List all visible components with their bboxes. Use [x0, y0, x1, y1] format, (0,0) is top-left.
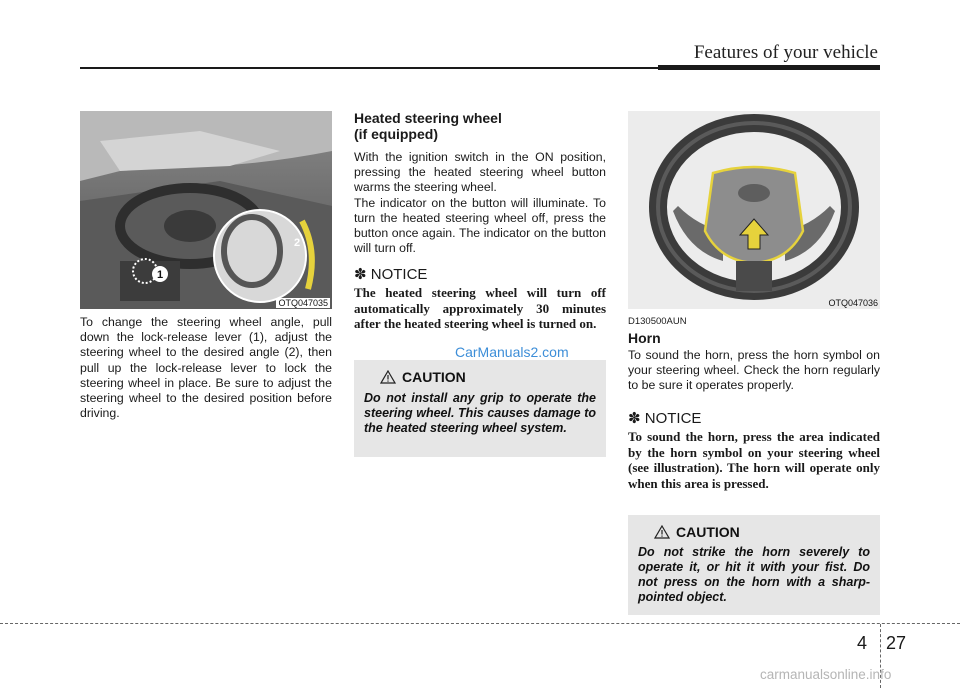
wheel-emblem	[738, 184, 770, 202]
figure-code: OTQ047036	[828, 298, 878, 308]
footer-dashed-rule	[0, 623, 960, 624]
section-code: D130500AUN	[628, 316, 687, 327]
heated-caution-box	[354, 360, 606, 457]
heated-wheel-title	[354, 110, 606, 142]
car-interior-drawing	[80, 111, 332, 309]
page-header-title: Features of your vehicle	[693, 42, 878, 63]
horn-notice-title: ✽ NOTICE	[628, 410, 702, 427]
heated-notice-text: The heated steering wheel will turn off automatically approximately 30 minutes after the heated steering wheel is turned on.	[354, 285, 606, 331]
heated-wheel-paragraph-2: The indicator on the button will illuminate. To turn the heated steering wheel off, press the button once again. The indicator on the button will turn off.	[354, 195, 606, 256]
watermark: CarManuals2.com	[455, 344, 569, 360]
warning-triangle-icon	[380, 370, 396, 384]
heated-wheel-title-line1: Heated steering wheel	[354, 110, 502, 126]
chapter-number: 4	[857, 633, 868, 653]
figure-code: OTQ047035	[278, 298, 328, 308]
heated-wheel-paragraph-1: With the ignition switch in the ON position, pressing the heated steering wheel button warms the steering wheel.	[354, 150, 606, 195]
horn-caution-box	[628, 515, 880, 615]
caution-text: Do not strike the horn severely to operate it, or hit it with your fist. Do not press on the horn with a sharp-pointed object.	[638, 545, 870, 604]
footer-site-watermark: carmanualsonline.info	[760, 667, 892, 682]
callout-1: 1	[156, 269, 164, 281]
steering-tilt-illustration	[80, 111, 332, 309]
heated-wheel-text	[354, 150, 606, 256]
warning-triangle-icon	[654, 525, 670, 539]
heated-wheel-title-line2: (if equipped)	[354, 126, 438, 142]
header-rule-accent	[658, 65, 880, 70]
heated-notice-title: ✽ NOTICE	[354, 266, 428, 283]
caution-header	[380, 369, 466, 385]
caution-label: CAUTION	[676, 524, 740, 540]
inset-detail	[214, 210, 306, 302]
horn-text: To sound the horn, press the horn symbol on your steering wheel. Check the horn regularly to be sure it operates properly.	[628, 348, 880, 393]
steering-wheel-drawing	[628, 111, 880, 309]
horn-notice-text: To sound the horn, press the area indicated by the horn symbol on your steering wheel (see illustration). The horn will operate only when this area is pressed.	[628, 429, 880, 491]
page-number: 27	[886, 633, 907, 653]
caution-header	[654, 524, 740, 540]
tilt-instructions: To change the steering wheel angle, pull down the lock-release lever (1), adjust the steering wheel to the desired angle (2), then pull up the lock-release lever to lock the steering wheel in place. Be sure to adjust the steering wheel to the desired position before driving.	[80, 315, 332, 421]
caution-label: CAUTION	[402, 369, 466, 385]
horn-wheel-illustration	[628, 111, 880, 309]
callout-2: 2	[294, 237, 301, 249]
horn-title: Horn	[628, 330, 661, 346]
caution-text: Do not install any grip to operate the steering wheel. This causes damage to the heated steering wheel system.	[364, 391, 596, 435]
